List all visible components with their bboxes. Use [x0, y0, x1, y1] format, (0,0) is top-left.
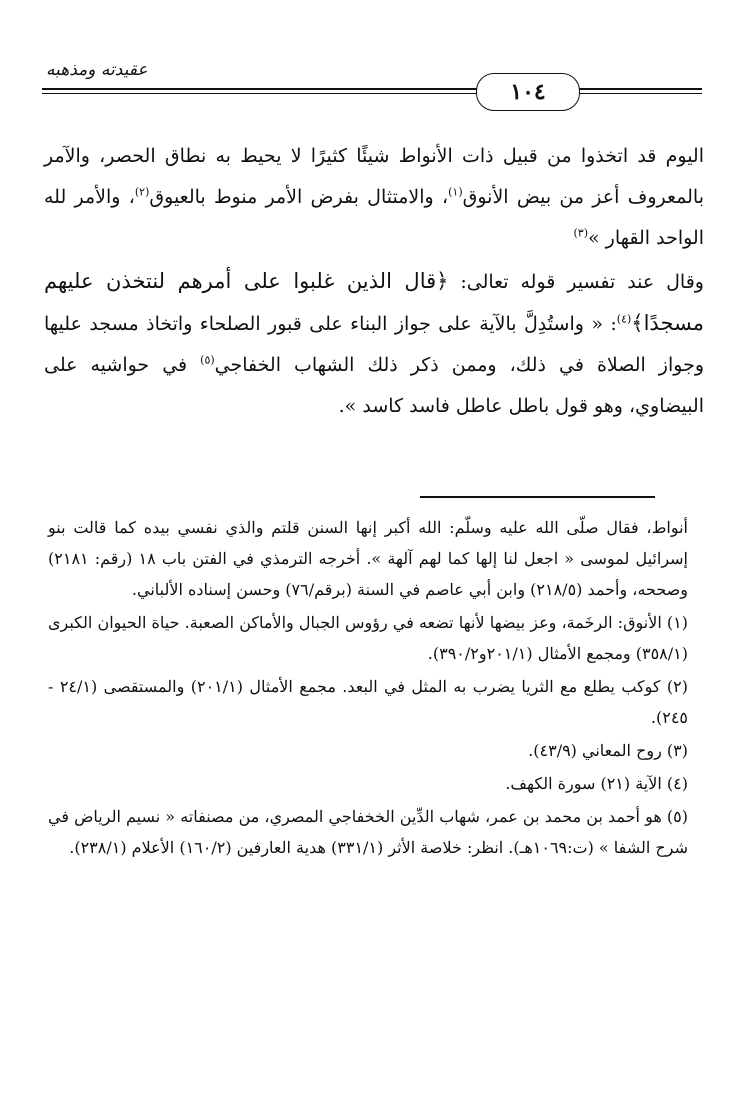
footnote-separator	[420, 496, 655, 498]
footnote-ref: (٣)	[573, 226, 588, 240]
text-run: : « واستُدِلَّ بالآية على جواز البناء على قبور الصلحاء واتخاذ مسجد عليها وجواز الصلاة في ذلك، وممن ذكر ذلك الشهاب الخفاجي	[44, 313, 704, 376]
footnote-1: (١) الأنوق: الرخَمة، وعز بيضها لأنها تضعه في رؤوس الجبال والأماكن الصعبة. حياة الحيوان الكبرى (٣٥٨/١) ومجمع الأمثال (٢٠١/١و٣٩٠/٢).	[48, 613, 688, 663]
header-rule-thin	[42, 93, 702, 94]
main-text	[44, 136, 704, 427]
page-header	[42, 58, 702, 112]
quran-verse: ﴿قال الذين غلبوا على أمرهم لنتخذن عليهم مسجدًا﴾	[44, 269, 704, 335]
running-title: عقيدته ومذهبه	[42, 60, 152, 80]
text-run: ، والأمر لله الواحد القهار »	[44, 186, 704, 249]
text-run: في حواشيه على البيضاوي، وهو قول باطل عاطل فاسد كاسد ».	[44, 354, 704, 417]
text-run: اليوم قد اتخذوا من قبيل ذات الأنواط شيئًا كثيرًا لا يحيط به نطاق الحصر، والآمر بالمعروف أعز من بيض الأنوق	[44, 145, 705, 208]
header-rule	[42, 88, 702, 90]
footnote-5: (٥) هو أحمد بن محمد بن عمر، شهاب الدِّين الخخفاجي المصري، من مصنفاته « نسيم الرياض في شرح الشفا » (ت:١٠٦٩هـ). انظر: خلاصة الأثر (٣٣١/١) هدية العارفين (١٦٠/٢) الأعلام (٢٣٨/١).	[48, 807, 688, 857]
footnotes	[48, 512, 688, 865]
footnote-4: (٤) الآية (٢١) سورة الكهف.	[505, 774, 688, 793]
text-run: وقال عند تفسير قوله تعالى:	[448, 271, 704, 293]
footnote-2: (٢) كوكب يطلع مع الثريا يضرب به المثل في البعد. مجمع الأمثال (٢٠١/١) والمستقصى (٢٤/١ - ٢٤٥).	[48, 677, 689, 727]
footnote-ref: (٥)	[200, 353, 215, 367]
footnote-continuation: أنواط، فقال صلّى الله عليه وسلّم: الله أكبر إنها السنن قلتم والذي نفسي بيده كما قالت بنو إسرائيل لموسى « اجعل لنا إلها كما لهم آلهة ». أخرجه الترمذي في الفتن باب ١٨ (رقم: ٢١٨١) وصححه، وأحمد (٢١٨/٥) وابن أبي عاصم في السنة (برقم/٧٦) وحسن إسناده الألباني.	[48, 518, 688, 599]
paragraph	[44, 136, 704, 259]
page-number: ١٠٤	[510, 79, 546, 105]
paragraph	[44, 261, 704, 427]
footnote-ref: (٢)	[134, 185, 150, 199]
text-run: ، والامتثال بفرض الأمر منوط بالعيوق	[149, 186, 449, 208]
footnote-3: (٣) روح المعاني (٤٣/٩).	[528, 741, 688, 760]
footnote-ref: (٤)	[616, 312, 632, 326]
footnote-ref: (١)	[448, 185, 463, 199]
page-number-badge	[476, 73, 580, 111]
